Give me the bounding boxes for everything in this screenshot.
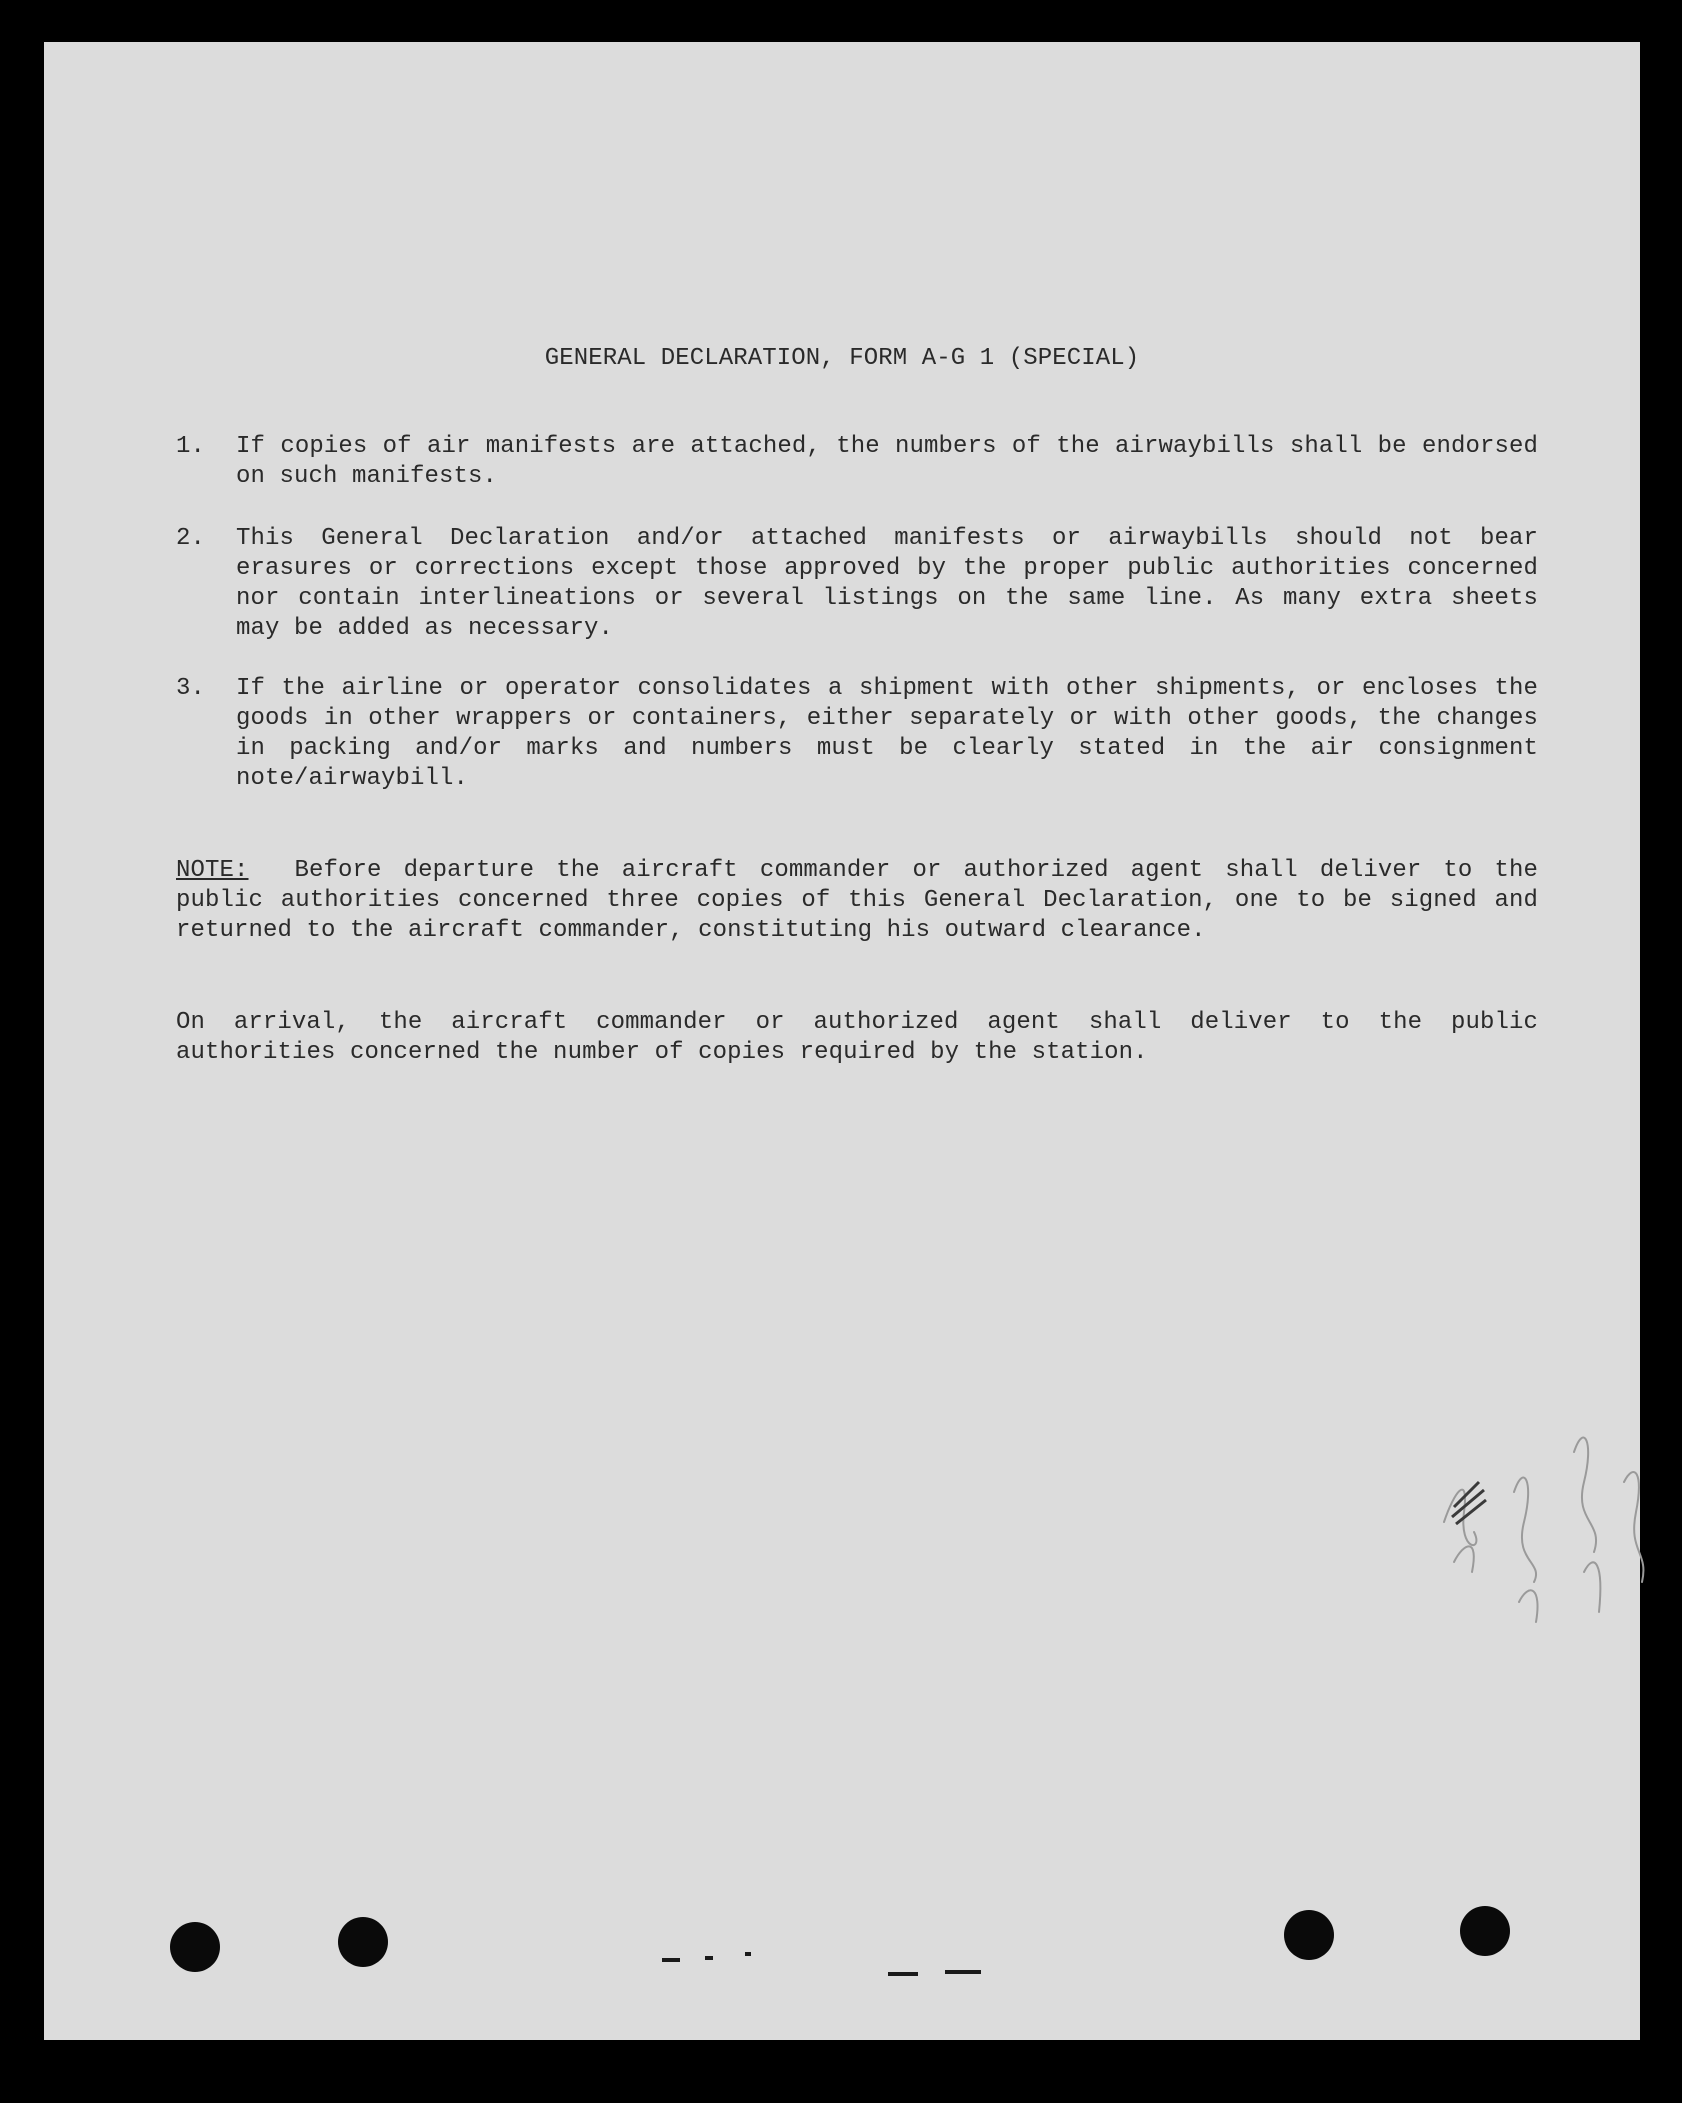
item-text: If the airline or operator consolidates a shipment with other shipments, or encloses the goods in other wrappers or containers, either separately or with other goods, the changes in packing and/or marks and numbers must be clearly stated in the air consignment note/airwaybill.: [236, 675, 1538, 792]
note-text: Before departure the aircraft commander or authorized agent shall deliver to the public authorities concerned three copies of this General Declaration, one to be signed and returned to the aircraft commander, constituting his outward clearance.: [176, 857, 1538, 944]
item-number: 2.: [176, 525, 206, 552]
instruction-item-3: [176, 674, 1538, 794]
stray-mark: [945, 1970, 981, 1974]
item-text: This General Declaration and/or attached manifests or airwaybills should not bear erasures or corrections except those approved by the proper public authorities concerned nor contain interlineations or several listings on the same line. As many extra sheets may be added as necessary.: [236, 525, 1538, 642]
stray-mark: [745, 1952, 751, 1956]
stray-mark: [705, 1956, 713, 1960]
item-number: 1.: [176, 433, 206, 460]
stray-mark: [662, 1958, 680, 1962]
handwritten-marks: [1424, 1412, 1674, 1672]
punch-hole: [1284, 1910, 1334, 1960]
document-page: [44, 42, 1640, 2040]
stray-mark: [888, 1972, 918, 1976]
item-number: 3.: [176, 675, 206, 702]
instruction-item-2: [176, 524, 1538, 644]
arrival-paragraph: On arrival, the aircraft commander or authorized agent shall deliver to the public authorities concerned the number of copies required by the station.: [176, 1009, 1538, 1066]
item-text: If copies of air manifests are attached, the numbers of the airwaybills shall be endorsed on such manifests.: [236, 433, 1538, 490]
instruction-item-1: [176, 432, 1538, 492]
note-label: NOTE:: [176, 857, 249, 884]
document-title: GENERAL DECLARATION, FORM A-G 1 (SPECIAL): [544, 345, 1140, 372]
punch-hole: [338, 1917, 388, 1967]
punch-hole: [1460, 1906, 1510, 1956]
punch-hole: [170, 1922, 220, 1972]
note-paragraph: [176, 856, 1538, 946]
